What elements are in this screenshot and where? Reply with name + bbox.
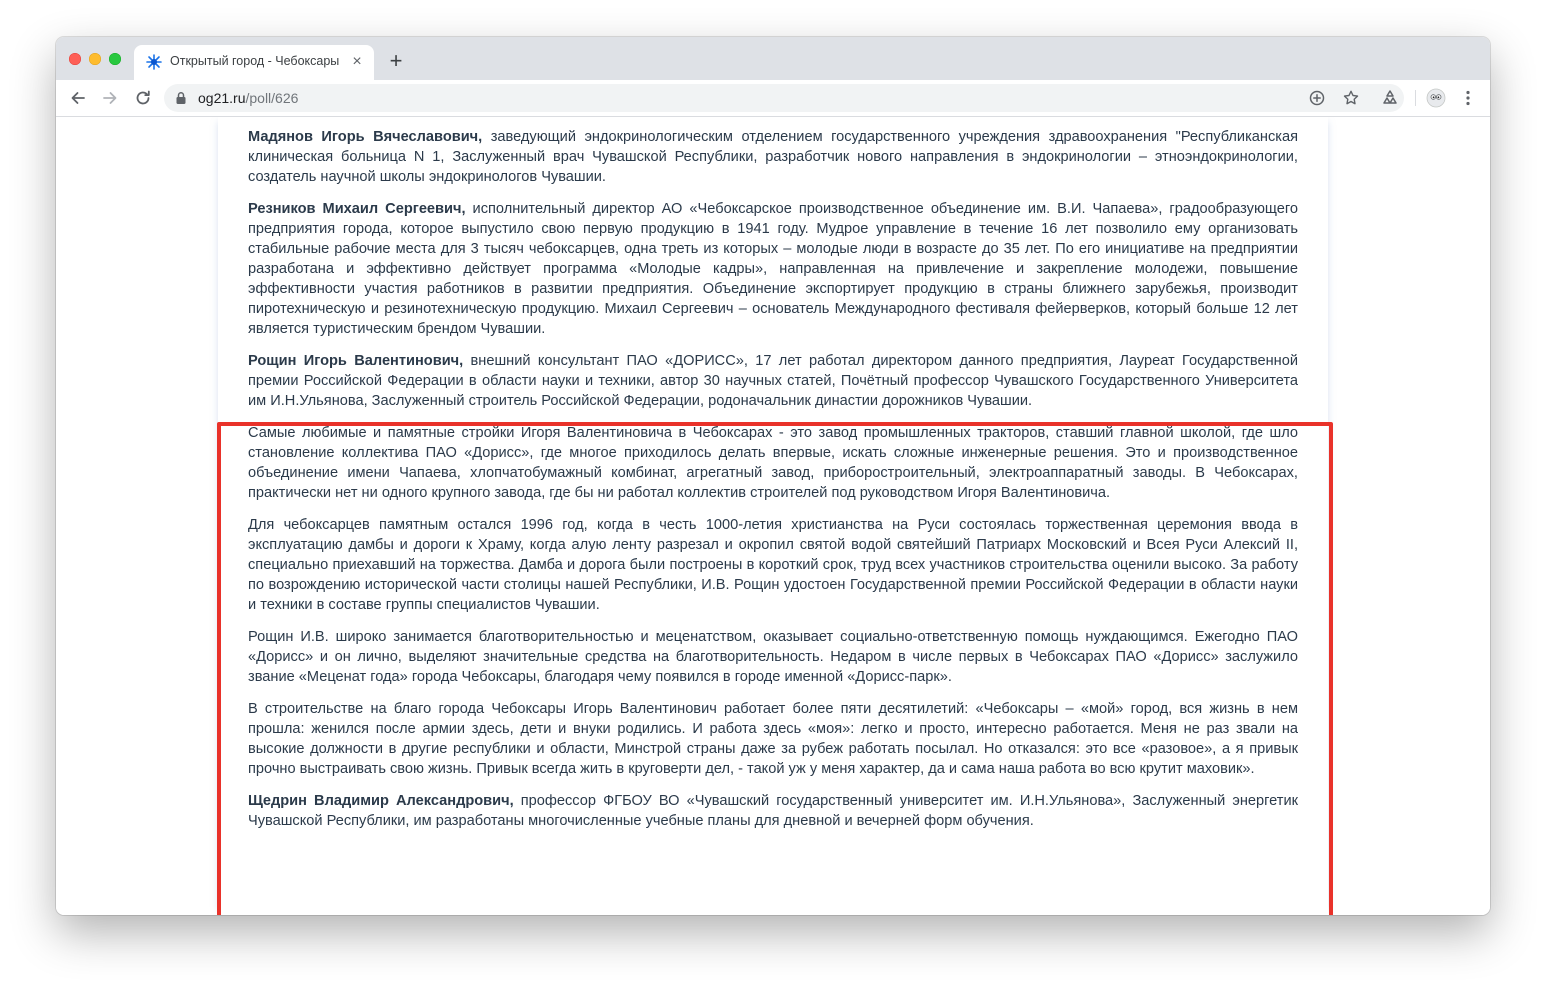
paragraph-roshchin-projects: Самые любимые и памятные стройки Игоря Валентиновича в Чебоксарах - это завод промышленных тракторов, ставший главной школой, где шло становление коллектива ПАО «Дорисс», где многое приходилось делать впервые, искать сложные инженерные решения. Это и производственное объединение имени Чапаева, хлопчатобумажный комбинат, агрегатный завод, приборостроительный, электроаппаратный заводы. В Чебоксарах, практически нет ни одного крупного завода, где бы ни работал коллектив строителей под руководством Игоря Валентиновича. — [248, 425, 1298, 501]
paragraph-roshchin — [248, 351, 1298, 411]
forward-arrow-icon[interactable] — [100, 88, 120, 108]
toolbar-separator — [1415, 90, 1416, 106]
person-name: Щедрин Владимир Александрович, — [248, 793, 514, 809]
site-favicon-icon — [146, 54, 162, 70]
person-description: заведующий эндокринологическим отделением государственного учреждения здравоохранения "Республиканская клиническая больница N 1, Заслуженный врач Чувашской Республики, разработчик нового направления в эндокринологии – этноэндокринологии, создатель научной школы эндокринологов Чувашии. — [248, 129, 1298, 185]
back-arrow-icon[interactable] — [68, 88, 88, 108]
tab-title: Открытый город - Чебоксары — [170, 54, 340, 68]
article-text — [248, 127, 1298, 843]
browser-tab-active[interactable] — [134, 45, 374, 80]
paragraph-reznikov — [248, 199, 1298, 339]
new-tab-button[interactable]: + — [389, 48, 403, 73]
recycle-extension-icon[interactable] — [1380, 88, 1400, 108]
url-path: /poll/626 — [245, 90, 299, 106]
window-close-button[interactable] — [69, 53, 81, 65]
profile-avatar-icon[interactable] — [1426, 88, 1446, 108]
person-name: Резников Михаил Сергеевич, — [248, 201, 466, 217]
person-name: Мадянов Игорь Вячеславович, — [248, 129, 483, 145]
content-column — [218, 117, 1328, 915]
paragraph-roshchin-1996: Для чебоксарцев памятным остался 1996 год, когда в честь 1000-летия христианства на Руси состоялась торжественная церемония ввода в эксплуатацию дамбы и дороги к Храму, когда алую ленту разрезал и окропил святой водой святейший Патриарх Московский и Всея Руси Алексий II, специально приехавший на торжества. Дамба и дорога были построены в короткий срок, труд всех участников строительства оценили высоко. За работу по возрождению исторической части столицы нашей Республики, И.В. Рощин удостоен Государственной премии Российской Федерации в области науки и техники в составе группы специалистов Чувашии. — [248, 517, 1298, 613]
person-description: профессор ФГБОУ ВО «Чувашский государственный университет им. И.Н.Ульянова», Заслуженный энергетик Чувашской Республики, им разработаны многочисленные учебные планы для дневной и вечерней форм обучения. — [248, 793, 1298, 829]
person-description: внешний консультант ПАО «ДОРИСС», 17 лет работал директором данного предприятия, Лауреат Государственной премии Российской Федерации в области науки и техники, автор 30 научных статей, Почётный профессор Чувашского Государственного Университета им И.Н.Ульянова, Заслуженный строитель Российской Федерации, родоначальник династии дорожников Чувашии. — [248, 353, 1299, 409]
add-to-page-icon[interactable] — [1308, 89, 1326, 107]
paragraph-madyanov — [248, 127, 1298, 187]
person-name: Рощин Игорь Валентинович, — [248, 353, 464, 369]
tab-strip — [56, 37, 1490, 80]
page-viewport — [56, 117, 1490, 915]
person-description: исполнительный директор АО «Чебоксарское производственное объединение им. В.И. Чапаева», градообразующего предприятия города, которое выпустило свою первую продукцию в 1941 году. Мудрое управление в течение 16 лет позволило ему организовать стабильные рабочие места для 3 тысяч чебоксарцев, одна треть из которых – молодые люди в возрасте до 35 лет. По его инициативе на предприятии разработана и эффективно действует программа «Молодые кадры», направленная на привлечение и закрепление молодежи, повышение эффективности участия работников в развитии предприятия. Объединение экспортирует продукцию в страны ближнего зарубежья, производит пиротехническую и резинотехническую продукцию. Михаил Сергеевич – основатель Международного фестиваля фейерверков, который больше 12 лет является туристическим брендом Чувашии. — [248, 201, 1298, 337]
browser-window — [56, 37, 1490, 915]
window-minimize-button[interactable] — [89, 53, 101, 65]
paragraph-roshchin-quote: В строительстве на благо города Чебоксары Игорь Валентинович работает более пяти десятилетий: «Чебоксары – «мой» город, вся жизнь в нем прошла: женился после армии здесь, дети и внуки родились. И работа здесь «моя»: легко и просто, интересно работается. Меня не раз звали на высокие должности в другие республики и области, Минстрой страны даже за рубеж работать посылал. Но отказался: это все «разовое», а я привык прочно выстраивать свою жизнь. Привык всегда жить в круговерти дел, - такой уж у меня характер, да и сама наша работа во всю крутит маховик». — [248, 701, 1298, 777]
url-domain: og21.ru — [198, 90, 246, 106]
reload-icon[interactable] — [133, 88, 153, 108]
window-maximize-button[interactable] — [109, 53, 121, 65]
paragraph-roshchin-charity: Рощин И.В. широко занимается благотворительностью и меценатством, оказывает социально-ответственную помощь нуждающимся. Ежегодно ПАО «Дорисс» и он лично, выделяют значительные средства на благотворительность. Недаром в числе первых в Чебоксарах ПАО «Дорисс» заслужило звание «Меценат года» города Чебоксары, благодаря чему появился в городе именной «Дорисс-парк». — [248, 629, 1298, 685]
lock-icon — [174, 91, 188, 105]
tab-close-icon[interactable]: × — [352, 53, 362, 70]
browser-toolbar — [56, 80, 1490, 117]
bookmark-star-icon[interactable] — [1342, 89, 1360, 107]
address-bar[interactable] — [164, 84, 1404, 112]
menu-more-icon[interactable] — [1458, 88, 1478, 108]
url-text[interactable] — [198, 90, 298, 106]
paragraph-shchedrin — [248, 791, 1298, 831]
